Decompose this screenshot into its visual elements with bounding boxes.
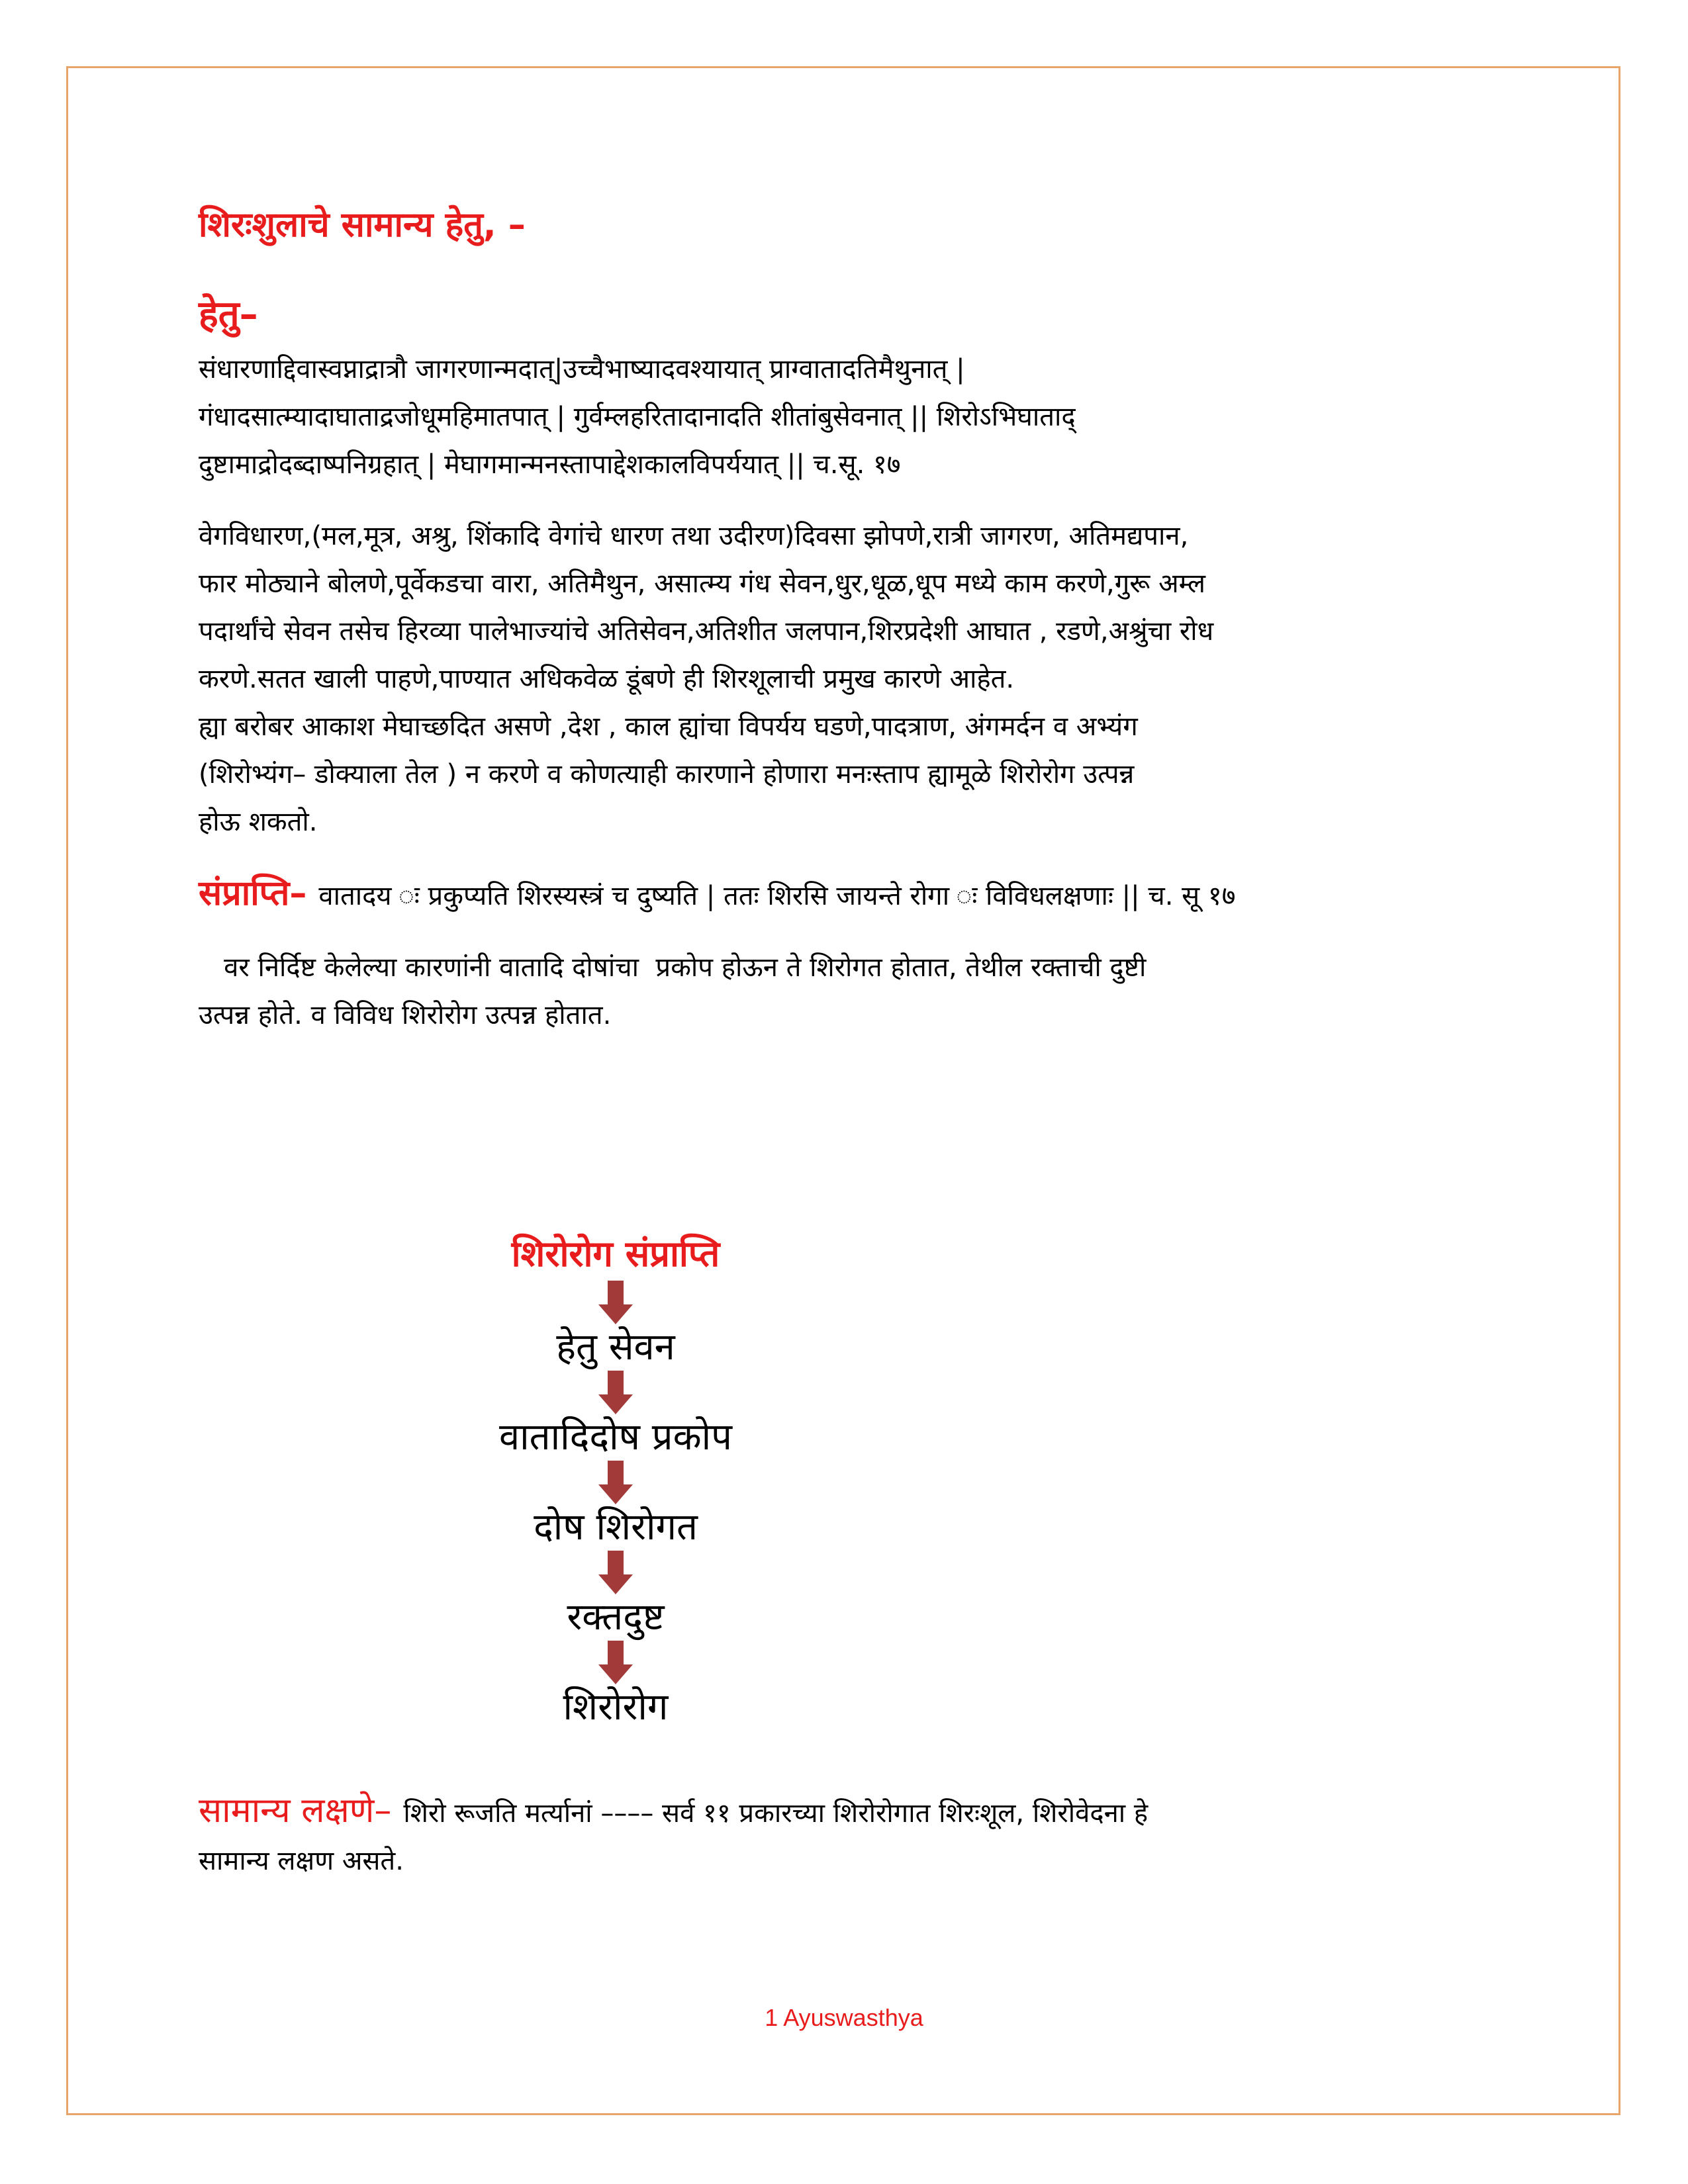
samprapti-heading: संप्राप्ति–	[199, 874, 307, 913]
flowchart-step: शिरोरोग	[563, 1686, 669, 1729]
paragraph-line: होऊ शकतो.	[199, 807, 318, 837]
paragraph-line: वर निर्दिष्ट केलेल्या कारणांनी वातादि दोषांचा प्रकोप होऊन ते शिरोगत होतात, तेथील रक्ताची दुष्टी	[199, 952, 1147, 983]
verse-line: गंधादसात्म्यादाघाताद्रजोधूमहिमातपात् | गुर्वम्लहरितादानादति शीतांबुसेवनात् || शिरोऽभिघाताद्	[199, 402, 1076, 432]
paragraph-line: करणे.सतत खाली पाहणे,पाण्यात अधिकवेळ डूंबणे ही शिरशूलाची प्रमुख कारणे आहेत.	[199, 664, 1015, 694]
lakshane-text: शिरो रूजति मर्त्यानां –––– सर्व ११ प्रकारच्या शिरोरोगात शिरःशूल, शिरोवेदना हे	[403, 1798, 1149, 1829]
flowchart-step: हेतु सेवन	[556, 1326, 675, 1369]
down-arrow-icon	[597, 1551, 634, 1594]
down-arrow-icon	[597, 1641, 634, 1684]
paragraph-line: (शिरोभ्यंग– डोक्याला तेल ) न करणे व कोणत्याही कारणाने होणारा मनःस्ताप ह्यामूळे शिरोरोग उत्पन्न	[199, 759, 1135, 790]
document-body	[199, 199, 1496, 1039]
flowchart-step: दोष शिरोगत	[534, 1506, 698, 1549]
flowchart-step: वातादिदोष प्रकोप	[499, 1416, 732, 1459]
page-footer: 1 Ayuswasthya	[765, 2004, 923, 2031]
verse-line: दुष्टामाद्रोदब्दाष्पनिग्रहात् | मेघागमान्मनस्तापाद्देशकालविपर्ययात् || च.सू. १७	[199, 449, 901, 480]
paragraph-line: पदार्थांचे सेवन तसेच हिरव्या पालेभाज्यांचे अतिसेवन,अतिशीत जलपान,शिरप्रदेशी आघात , रडणे,अश्रुंचा रोध	[199, 616, 1214, 647]
down-arrow-icon	[597, 1281, 634, 1324]
paragraph-line: उत्पन्न होते. व विविध शिरोरोग उत्पन्न होतात.	[199, 1000, 612, 1030]
samprapti-verse: वातादय ः प्रकुप्यति शिरस्यस्त्रं च दुष्यति | ततः शिरसि जायन्ते रोगा ः विविधलक्षणाः || च. सू १७	[318, 881, 1236, 911]
lakshane-section	[199, 1787, 1496, 1885]
paragraph-line: फार मोठ्याने बोलणे,पूर्वेकडचा वारा, अतिमैथुन, असात्म्य गंध सेवन,धुर,धूळ,धूप मध्ये काम करणे,गुरू अम्ल	[199, 569, 1205, 599]
flowchart-step: रक्तदुष्ट	[567, 1596, 665, 1639]
paragraph-line: ह्या बरोबर आकाश मेघाच्छदित असणे ,देश , काल ह्यांचा विपर्यय घडणे,पादत्राण, अंगमर्दन व अभ्यंग	[199, 711, 1138, 742]
verse-line: संधारणाद्दिवास्वप्नाद्रात्रौ जागरणान्मदात्|उच्चैभाष्यादवश्यायात् प्राग्वातादतिमैथुनात् |	[199, 354, 965, 385]
samprapti-description	[199, 944, 1496, 1039]
hetu-description	[199, 512, 1496, 846]
lakshane-line2: सामान्य लक्षण असते.	[199, 1846, 404, 1876]
page-title: शिरःशुलाचे सामान्य हेतु, –	[199, 205, 526, 245]
down-arrow-icon	[597, 1461, 634, 1504]
samprapti-flowchart	[457, 1228, 774, 1731]
paragraph-line: वेगविधारण,(मल,मूत्र, अश्रु, शिंकादि वेगांचे धारण तथा उदीरण)दिवसा झोपणे,रात्री जागरण, अतिमद्यपान,	[199, 521, 1189, 551]
lakshane-heading: सामान्य लक्षणे–	[199, 1791, 392, 1831]
down-arrow-icon	[597, 1371, 634, 1414]
samprapti-verse-line	[199, 870, 1496, 920]
lakshane-line	[199, 1787, 1496, 1837]
hetu-verse	[199, 345, 1496, 488]
hetu-heading: हेतु–	[199, 293, 258, 336]
flowchart-title: शिरोरोग संप्राप्ति	[511, 1233, 720, 1275]
